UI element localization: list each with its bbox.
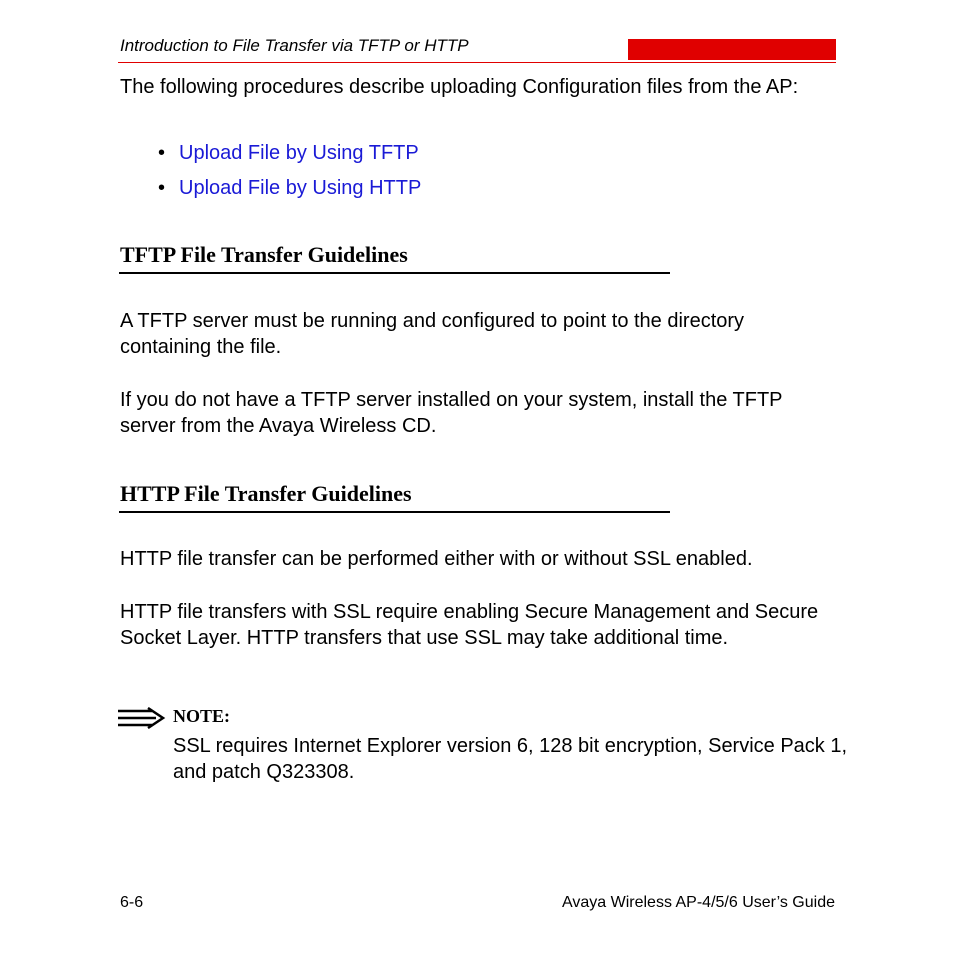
upload-http-link[interactable]: Upload File by Using HTTP — [179, 177, 422, 199]
note-label: NOTE: — [173, 706, 231, 726]
intro-paragraph: The following procedures describe uploading Configuration files from the AP: — [120, 76, 799, 98]
bullet-icon: • — [158, 142, 166, 164]
header-accent-bar — [628, 39, 836, 60]
http-paragraph-2: HTTP file transfers with SSL require enabling Secure Management and Secure Socket Layer. HTTP transfers that use SSL may take additional time. — [120, 601, 819, 649]
tftp-section-heading: TFTP File Transfer Guidelines — [120, 242, 408, 267]
list-item — [158, 175, 421, 210]
guide-title: Avaya Wireless AP-4/5/6 User’s Guide — [561, 894, 835, 911]
http-heading-rule — [119, 511, 670, 513]
tftp-heading-rule — [119, 272, 670, 274]
running-header-title: Introduction to File Transfer via TFTP or HTTP — [120, 36, 469, 55]
tftp-paragraph-1: A TFTP server must be running and configured to point to the directory containing the file. — [120, 310, 745, 358]
http-paragraph-1: HTTP file transfer can be performed either with or without SSL enabled. — [120, 548, 753, 570]
bullet-icon: • — [158, 177, 166, 199]
page-number: 6-6 — [120, 894, 144, 911]
http-section-heading: HTTP File Transfer Guidelines — [120, 481, 412, 506]
procedure-link-list — [158, 140, 421, 210]
note-arrow-icon — [118, 707, 166, 734]
header-rule — [118, 62, 836, 63]
list-item — [158, 140, 421, 175]
note-text: SSL requires Internet Explorer version 6, 128 bit encryption, Service Pack 1, and patch Q323308. — [173, 735, 848, 783]
tftp-paragraph-2: If you do not have a TFTP server installed on your system, install the TFTP server from the Avaya Wireless CD. — [120, 389, 783, 437]
upload-tftp-link[interactable]: Upload File by Using TFTP — [179, 142, 419, 164]
